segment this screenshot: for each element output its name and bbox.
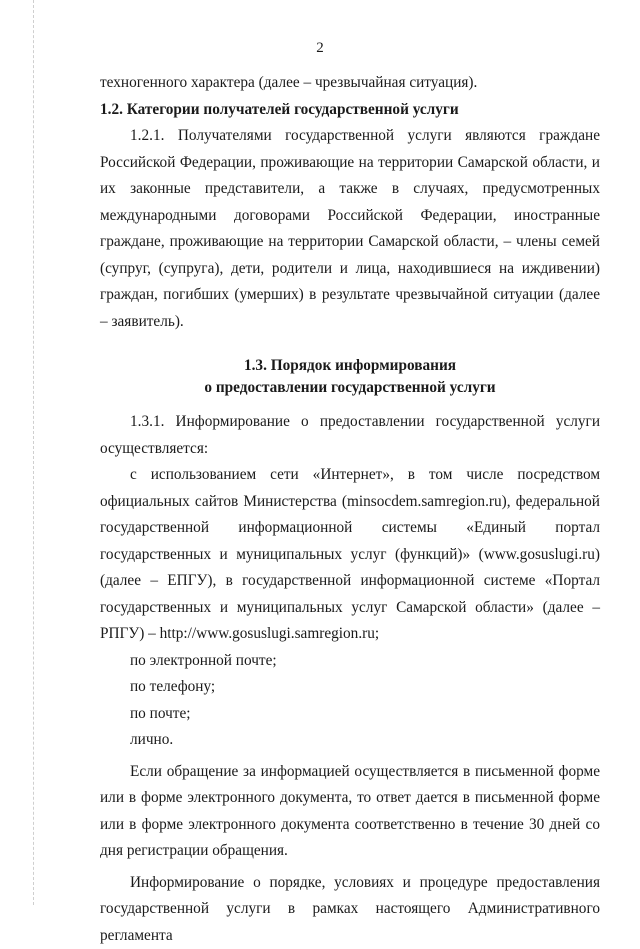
paragraph-written-request: Если обращение за информацией осуществляется в письменной форме или в форме электронного документа, то ответ дается в письменной форме или в форме электронного документа соответственно в течение 30 дней со дня регистрации обращения. bbox=[100, 759, 600, 865]
section-1-3-heading-line1: 1.3. Порядок информирования bbox=[100, 355, 600, 377]
list-item-post: по почте; bbox=[100, 701, 600, 728]
paragraph-informing-order: Информирование о порядке, условиях и процедуре предоставления государственной услуги в рамках настоящего Административного регламента bbox=[100, 870, 600, 949]
intro-line: техногенного характера (далее – чрезвычайная ситуация). bbox=[100, 70, 600, 97]
document-body bbox=[100, 70, 600, 949]
paragraph-1-2-1: 1.2.1. Получателями государственной услуги являются граждане Российской Федерации, проживающие на территории Самарской области, и их законные представители, а также в случаях, предусмотренных международными договорами Российской Федерации, иностранные граждане, проживающие на территории Самарской области, – члены семей (супруг, (супруга), дети, родители и лица, находившиеся на иждивении) граждан, погибших (умерших) в результате чрезвычайной ситуации (далее – заявитель). bbox=[100, 123, 600, 335]
section-1-3-heading-line2: о предоставлении государственной услуги bbox=[100, 377, 600, 399]
list-item-in-person: лично. bbox=[100, 727, 600, 754]
page-number: 2 bbox=[0, 40, 640, 57]
section-1-3-heading bbox=[100, 355, 600, 399]
section-1-2-heading: 1.2. Категории получателей государственной услуги bbox=[100, 97, 600, 124]
binding-margin-line bbox=[33, 0, 34, 905]
list-item-phone: по телефону; bbox=[100, 674, 600, 701]
paragraph-internet: с использованием сети «Интернет», в том числе посредством официальных сайтов Министерства (minsocdem.samregion.ru), федеральной государственной информационной системы «Единый портал государственных и муниципальных услуг (функций)» (www.gosuslugi.ru) (далее – ЕПГУ), в государственной информационной системе «Портал государственных и муниципальных услуг Самарской области» (далее – РПГУ) – http://www.gosuslugi.samregion.ru; bbox=[100, 462, 600, 648]
paragraph-1-3-1: 1.3.1. Информирование о предоставлении государственной услуги осуществляется: bbox=[100, 409, 600, 462]
list-item-email: по электронной почте; bbox=[100, 648, 600, 675]
